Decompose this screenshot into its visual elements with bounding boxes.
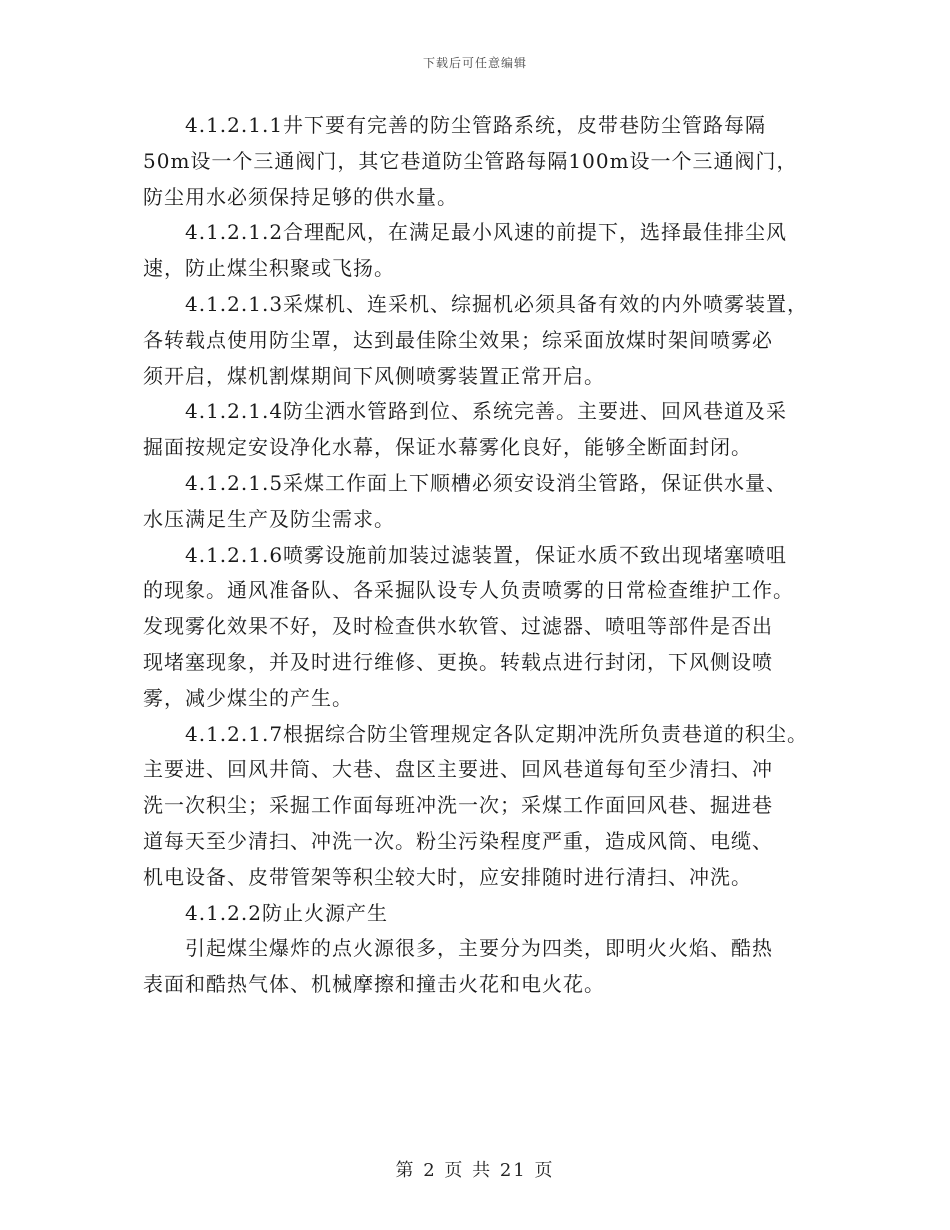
text-line: 4.1.2.2防止火源产生 (185, 900, 388, 925)
text-line: 4.1.2.1.7根据综合防尘管理规定各队定期冲洗所负责巷道的积尘。 (185, 721, 809, 746)
text-line: 水压满足生产及防尘需求。 (143, 506, 395, 531)
text-line: 各转载点使用防尘罩，达到最佳除尘效果；综采面放煤时架间喷雾必 (143, 327, 773, 352)
text-line: 发现雾化效果不好，及时检查供水软管、过滤器、喷咀等部件是否出 (143, 614, 773, 639)
text-line: 引起煤尘爆炸的点火源很多，主要分为四类，即明火火焰、酷热 (185, 936, 773, 961)
text-line: 4.1.2.1.1井下要有完善的防尘管路系统，皮带巷防尘管路每隔 (185, 113, 767, 137)
text-line: 4.1.2.1.4防尘洒水管路到位、系统完善。主要进、回风巷道及采 (185, 399, 788, 424)
text-line: 掘面按规定安设净化水幕，保证水幕雾化良好，能够全断面封闭。 (143, 435, 752, 460)
text-line: 机电设备、皮带管架等积尘较大时，应安排随时进行清扫、冲洗。 (143, 864, 752, 889)
text-line: 现堵塞现象，并及时进行维修、更换。转载点进行封闭，下风侧设喷 (143, 649, 773, 674)
text-line: 表面和酷热气体、机械摩擦和撞击火花和电火花。 (143, 972, 605, 997)
text-line: 道每天至少清扫、冲洗一次。粉尘污染程度严重，造成风筒、电缆、 (143, 828, 773, 853)
text-line: 雾，减少煤尘的产生。 (143, 685, 353, 710)
text-line: 防尘用水必须保持足够的供水量。 (143, 184, 458, 209)
text-line: 洗一次积尘；采掘工作面每班冲洗一次；采煤工作面回风巷、掘进巷 (143, 793, 773, 818)
text-line: 速，防止煤尘积聚或飞扬。 (143, 256, 395, 281)
text-line: 须开启，煤机割煤期间下风侧喷雾装置正常开启。 (143, 363, 605, 388)
text-line: 50m设一个三通阀门，其它巷道防尘管路每隔100m设一个三通阀门， (143, 148, 798, 173)
text-line: 4.1.2.1.2合理配风，在满足最小风速的前提下，选择最佳排尘风 (185, 220, 788, 245)
text-line: 4.1.2.1.6喷雾设施前加装过滤装置，保证水质不致出现堵塞喷咀 (185, 542, 788, 567)
page-header: 下载后可任意编辑 (422, 56, 527, 70)
document-body (143, 108, 813, 1003)
page-footer: 第 2 页 共 21 页 (395, 1160, 555, 1181)
text-line: 主要进、回风井筒、大巷、盘区主要进、回风巷道每旬至少清扫、冲 (143, 757, 773, 782)
text-line: 4.1.2.1.5采煤工作面上下顺槽必须安设消尘管路，保证供水量、 (185, 470, 788, 495)
text-line: 4.1.2.1.3采煤机、连采机、综掘机必须具备有效的内外喷雾装置， (185, 291, 809, 316)
text-line: 的现象。通风准备队、各采掘队设专人负责喷雾的日常检查维护工作。 (143, 578, 794, 603)
